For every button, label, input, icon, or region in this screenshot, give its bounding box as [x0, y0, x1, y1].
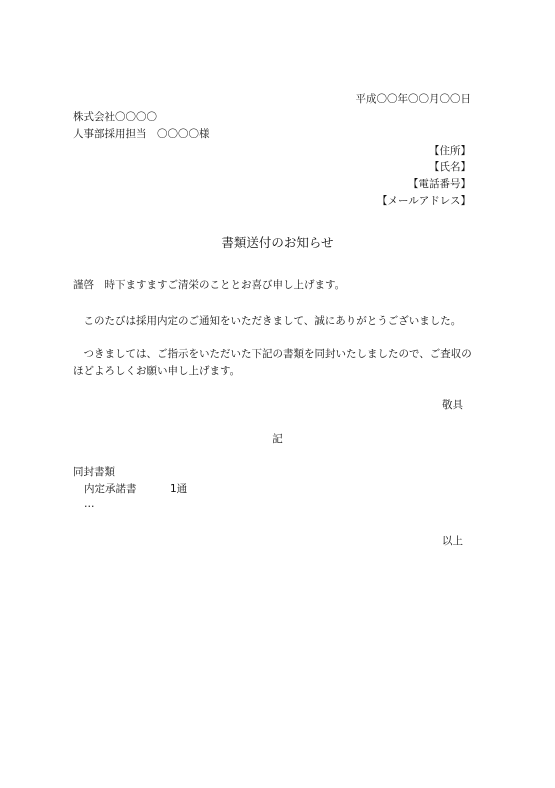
body-paragraph-1: このたびは採用内定のご通知をいただきまして、誠にありがとうございました。	[73, 315, 462, 327]
sender-email: 【メールアドレス】	[377, 195, 471, 207]
letter-date: 平成〇〇年〇〇月〇〇日	[355, 93, 471, 105]
recipient-company: 株式会社〇〇〇〇	[73, 111, 157, 123]
sender-address: 【住所】	[429, 145, 471, 157]
enclosures-heading: 同封書類	[73, 466, 115, 478]
enclosure-item	[84, 482, 187, 496]
enclosure-item-name: 内定承諾書	[84, 483, 137, 495]
enclosure-item-count: 1通	[170, 483, 188, 495]
letter-title: 書類送付のお知らせ	[221, 235, 334, 250]
enclosure-ellipsis: …	[84, 498, 95, 510]
closing-keigu: 敬具	[442, 399, 463, 411]
recipient-person: 人事部採用担当 〇〇〇〇様	[73, 128, 210, 140]
body-paragraph-2-line-1: つきましては、ご指示をいただいた下記の書類を同封いたしましたので、ご査収の	[73, 348, 472, 360]
sender-phone: 【電話番号】	[408, 178, 471, 190]
ki-heading: 記	[272, 433, 283, 445]
greeting-line: 謹啓 時下ますますご清栄のこととお喜び申し上げます。	[73, 279, 346, 291]
sender-name: 【氏名】	[429, 161, 471, 173]
closing-ijou: 以上	[442, 535, 463, 547]
body-paragraph-2-line-2: ほどよろしくお願い申し上げます。	[73, 365, 241, 377]
